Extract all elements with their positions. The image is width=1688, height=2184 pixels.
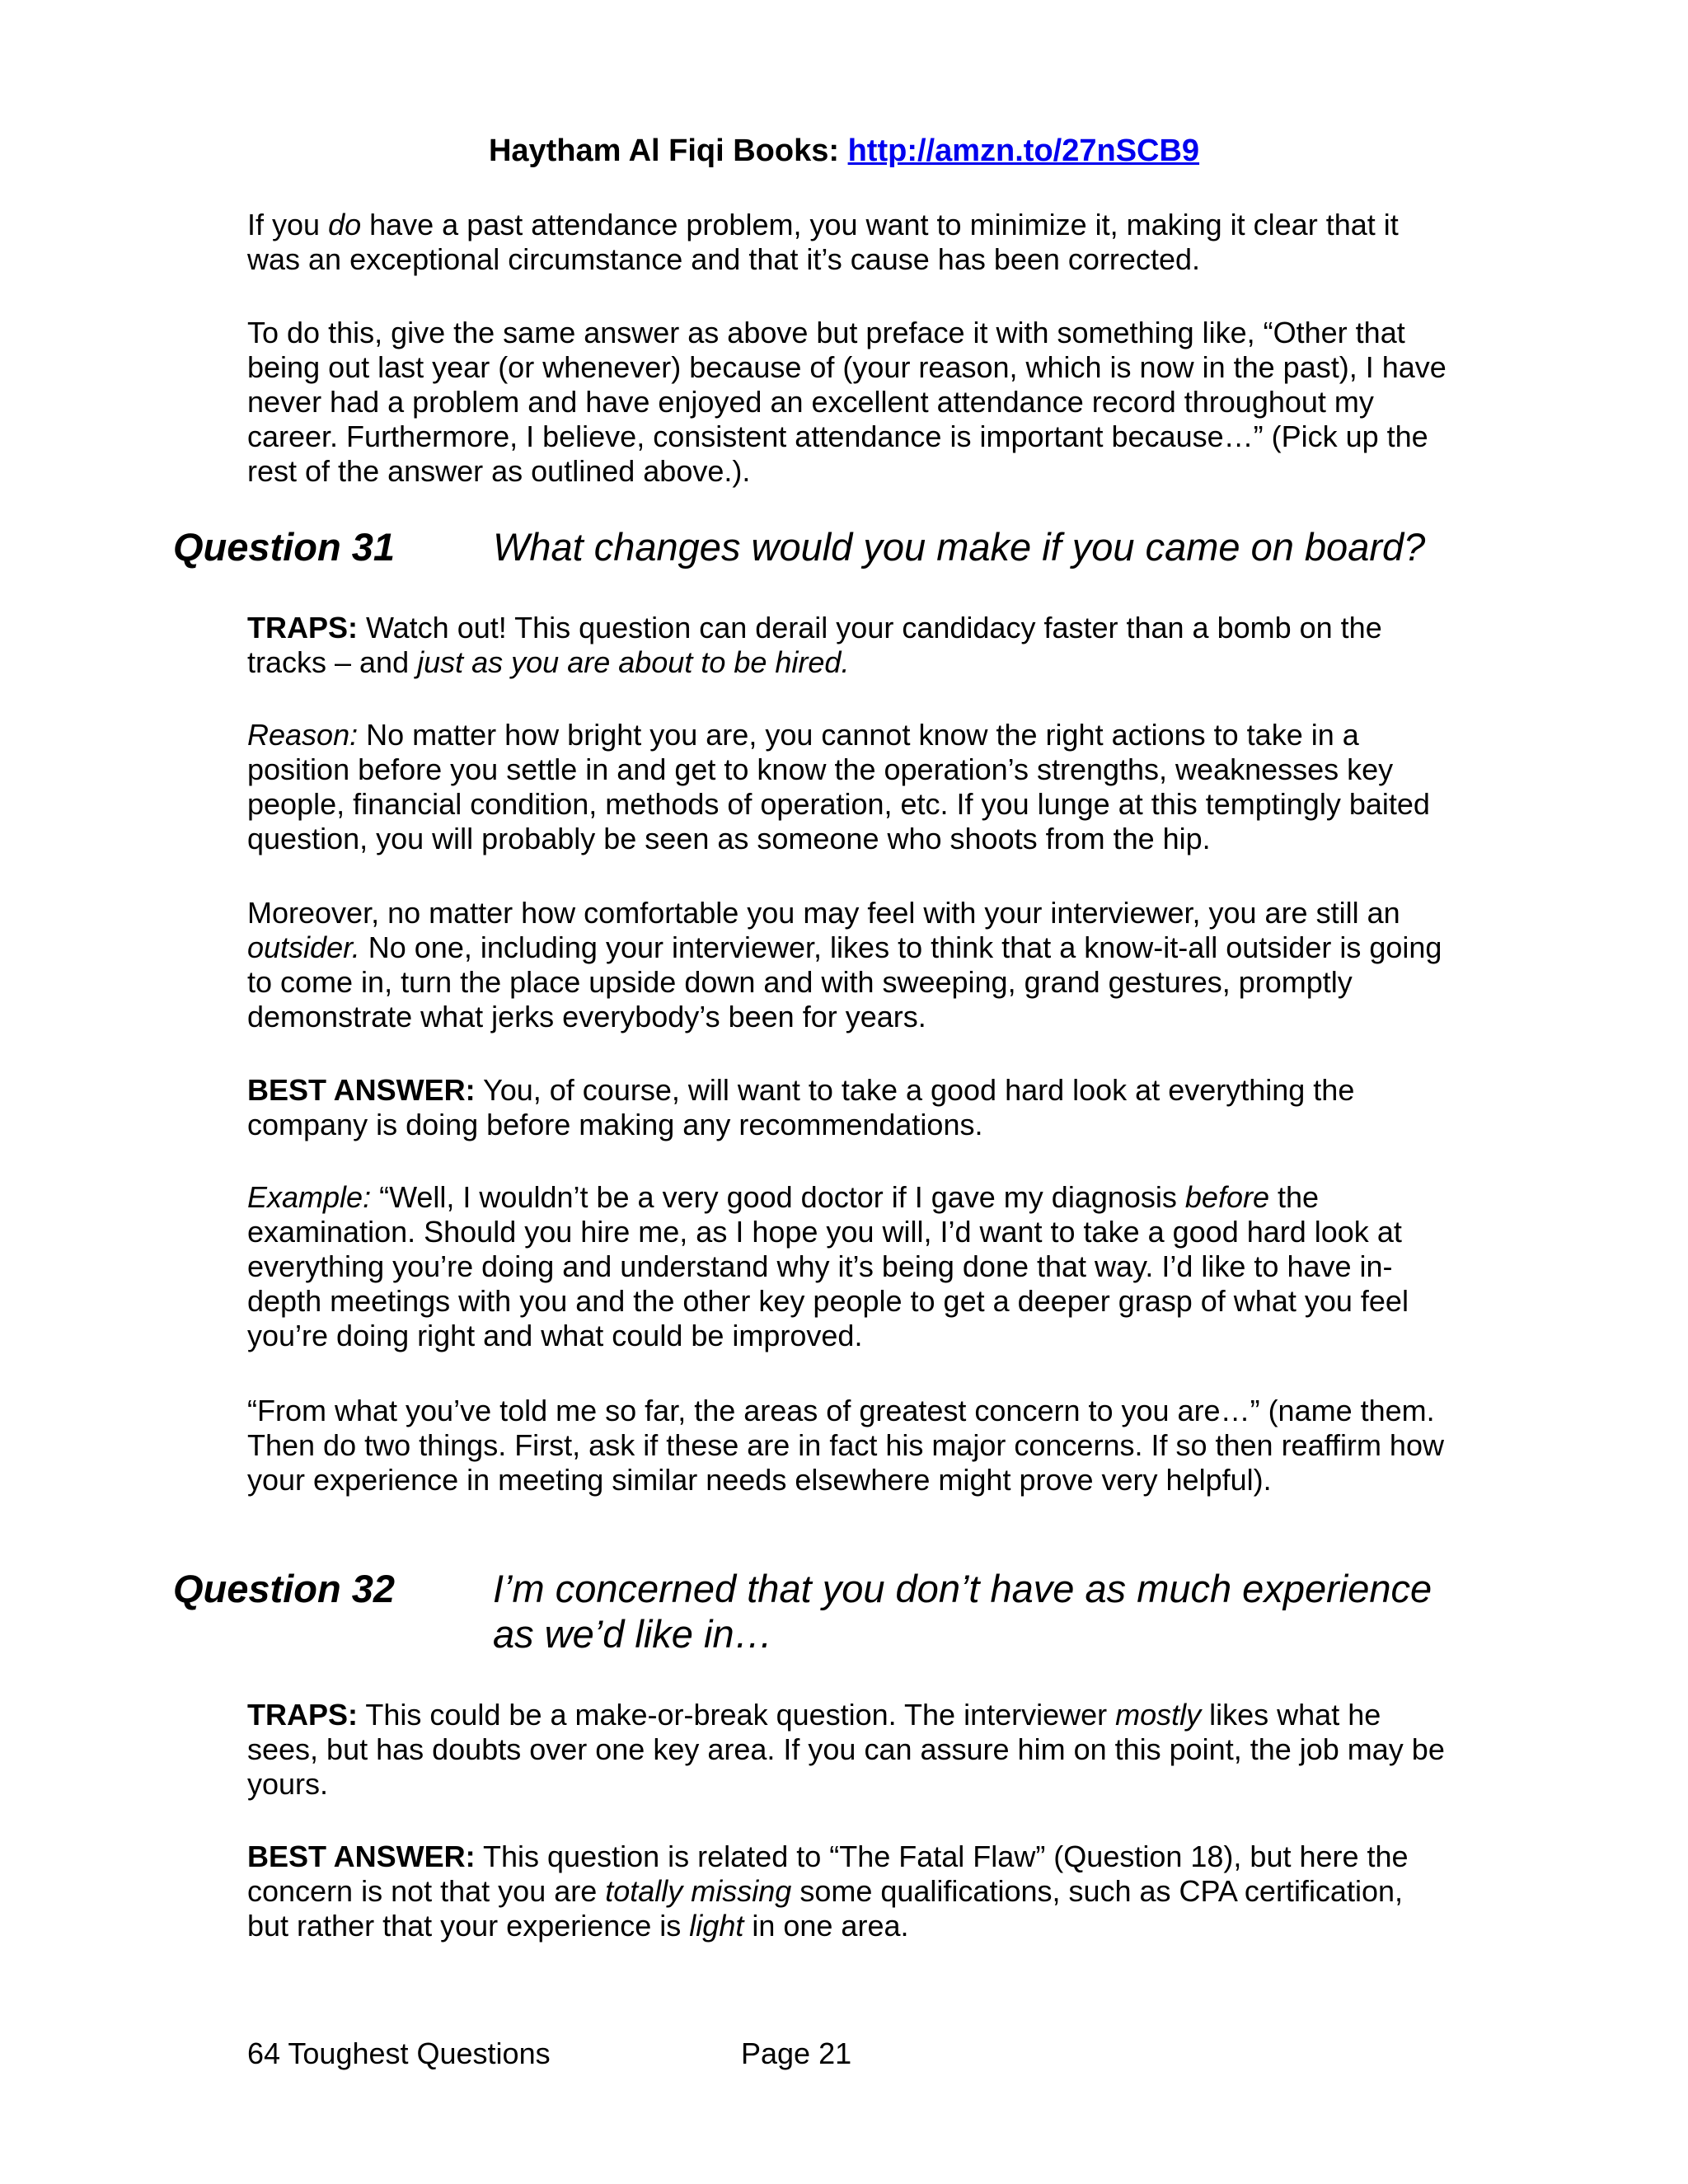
paragraph-preface-answer <box>247 316 1451 489</box>
text-run: “Well, I wouldn’t be a very good doctor if I gave my diagnosis <box>371 1180 1185 1214</box>
emphasis-text: outsider. <box>247 930 360 964</box>
footer-page-number: Page 21 <box>741 2036 852 2070</box>
reason-label: Reason: <box>247 718 359 752</box>
text-run: Watch out! This question can derail your candidacy faster than a bomb on the tracks – and <box>247 611 1382 679</box>
question-text: What changes would you make if you came on board? <box>493 525 1426 569</box>
text-run: in one area. <box>743 1909 909 1943</box>
best-answer-label: BEST ANSWER: <box>247 1840 476 1873</box>
text-run: some qualifications, such as CPA certification, but rather that your experience is <box>247 1874 1404 1943</box>
text-run: No one, including your interviewer, likes to think that a know-it-all outsider is going to come in, turn the place upside down and with sweeping, grand gestures, promptly demonstrate what jerks everybody’s been for years. <box>247 930 1442 1033</box>
best-answer-label: BEST ANSWER: <box>247 1073 476 1107</box>
header-link[interactable]: http://amzn.to/27nSCB9 <box>847 134 1200 168</box>
page-header <box>0 130 1688 171</box>
emphasis-text: light <box>689 1909 744 1943</box>
q31-moreover-paragraph <box>247 896 1451 1034</box>
emphasis-text: totally missing <box>605 1874 792 1908</box>
traps-label: TRAPS: <box>247 611 358 644</box>
emphasis-text: just as you are about to be hired. <box>417 645 850 679</box>
q32-best-answer-paragraph <box>247 1840 1451 1943</box>
header-label: Haytham Al Fiqi Books: <box>488 134 848 168</box>
emphasis-text: mostly <box>1115 1698 1202 1732</box>
q31-reason-paragraph <box>247 718 1451 856</box>
text-run: “From what you’ve told me so far, the areas of greatest concern to you are…” (name them. Then do two things. First, ask if these are in fact his major concerns. If so then reaffirm how your experience in meeting similar needs elsewhere might prove very helpful). <box>247 1394 1444 1497</box>
paragraph-attendance-problem <box>247 208 1451 277</box>
text-run: You, of course, will want to take a good hard look at everything the company is doing before making any recommendations. <box>247 1073 1355 1141</box>
q31-best-answer-paragraph <box>247 1073 1451 1142</box>
footer-title: 64 Toughest Questions <box>247 2036 551 2070</box>
text-run: likes what he sees, but has doubts over one key area. If you can assure him on this point, the job may be yours. <box>247 1698 1445 1801</box>
question-label: Question 32 <box>173 1567 396 1610</box>
q31-example-paragraph <box>247 1180 1451 1353</box>
text-run: This could be a make-or-break question. The interviewer <box>358 1698 1116 1732</box>
text-run: Moreover, no matter how comfortable you may feel with your interviewer, you are still an <box>247 896 1400 930</box>
text-run: the examination. Should you hire me, as I hope you will, I’d want to take a good hard look at everything you’re doing and understand why it’s being done that way. I’d like to have in-depth meetings with you and the other key people to get a deeper grasp of what you feel you’re doing right and what could be improved. <box>247 1180 1409 1352</box>
text-run: This question is related to “The Fatal Flaw” (Question 18), but here the concern is not that you are <box>247 1840 1409 1908</box>
question-label: Question 31 <box>173 525 396 569</box>
q31-from-paragraph <box>247 1394 1451 1497</box>
q31-traps-paragraph <box>247 611 1451 680</box>
text-run: To do this, give the same answer as above but preface it with something like, “Other that being out last year (or whenever) because of (your reason, which is now in the past), I have never had a problem and have enjoyed an excellent attendance record throughout my career. Furthermore, I believe, consistent attendance is important because…” (Pick up the rest of the answer as outlined above.). <box>247 316 1447 488</box>
text-run: have a past attendance problem, you want to minimize it, making it clear that it was an exceptional circumstance and that it’s cause has been corrected. <box>247 208 1399 276</box>
q32-traps-paragraph <box>247 1698 1451 1802</box>
example-label: Example: <box>247 1180 372 1214</box>
emphasis-text: before <box>1184 1180 1269 1214</box>
text-run: If you <box>247 208 329 241</box>
text-run: No matter how bright you are, you cannot know the right actions to take in a position before you settle in and get to know the operation’s strengths, weaknesses key people, financial condition, methods of operation, etc. If you lunge at this temptingly baited question, you will probably be seen as someone who shoots from the hip. <box>247 718 1430 855</box>
emphasis-text: do <box>328 208 362 241</box>
traps-label: TRAPS: <box>247 1698 358 1732</box>
question-text: I’m concerned that you don’t have as much experience as we’d like in… <box>493 1567 1432 1656</box>
